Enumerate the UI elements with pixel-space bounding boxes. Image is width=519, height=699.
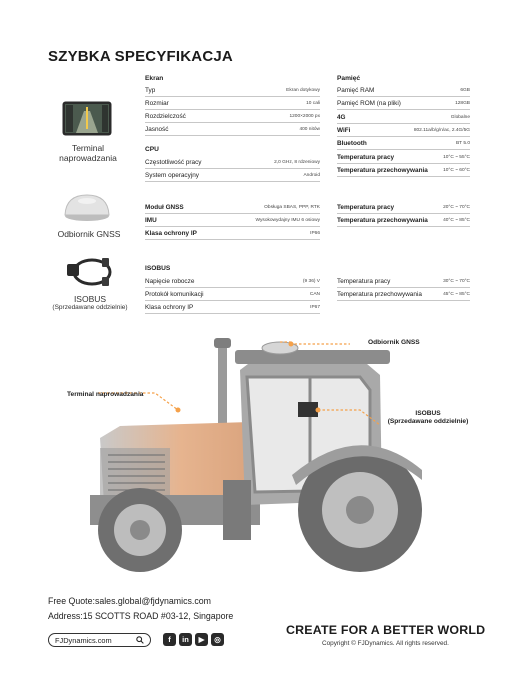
linkedin-icon[interactable]: in (179, 633, 192, 646)
table-row: Temperatura przechowywania 10°C ~ 60°C (337, 164, 470, 177)
section-cpu-heading: CPU (145, 146, 159, 153)
table-row: Napięcie robocze (9 36) V (145, 275, 320, 288)
table-row: System operacyjny Android (145, 169, 320, 182)
facebook-icon[interactable]: f (163, 633, 176, 646)
table-row: WiFi 802.11a/b/g/n/ac, 2.4G/5G (337, 124, 470, 137)
table-row: Klasa ochrony IP IP67 (145, 301, 320, 314)
tractor-illustration (60, 330, 480, 580)
table-row: Temperatura przechowywania 45°C ~ 85°C (337, 288, 470, 301)
table-terminal-env (337, 151, 470, 177)
isobus-label: ISOBUS (Sprzedawane oddzielnie) (52, 294, 128, 311)
table-row: Typ Ekran dotykowy (145, 84, 320, 97)
callout-gnss: Odbiornik GNSS (368, 339, 420, 346)
gnss-label: Odbiornik GNSS (57, 229, 121, 239)
section-isobus-heading: ISOBUS (145, 265, 171, 272)
search-icon (136, 636, 144, 644)
table-row: IMU Wysokowydajny IMU 6 osiowy (145, 214, 320, 227)
table-row: Moduł GNSS Obsługa SBAS, PPP, RTK (145, 201, 320, 214)
address: Address:15 SCOTTS ROAD #03-12, Singapore (48, 611, 234, 621)
page-title: SZYBKA SPECYFIKACJA (48, 48, 233, 65)
table-pamiec (337, 84, 470, 110)
table-row: Jasność 400 nitów (145, 123, 320, 136)
table-row: Rozmiar 10 cali (145, 97, 320, 110)
table-ekran (145, 84, 320, 136)
table-row: Temperatura pracy 20°C ~ 70°C (337, 201, 470, 214)
section-pamiec-heading: Pamięć (337, 75, 361, 82)
table-connectivity (337, 111, 470, 150)
table-row: Rozdzielczość 1200×2000 px (145, 110, 320, 123)
copyright: Copyright © FJDynamics. All rights reserved. (322, 640, 449, 647)
table-row: Pamięć RAM 6GB (337, 84, 470, 97)
table-cpu (145, 156, 320, 182)
slogan: CREATE FOR A BETTER WORLD (286, 623, 486, 637)
callout-terminal: Terminal naprowadzania (67, 391, 144, 398)
terminal-device-image (62, 101, 112, 136)
table-row: Temperatura pracy 30°C ~ 70°C (337, 275, 470, 288)
section-ekran-heading: Ekran (145, 75, 164, 82)
table-gnss (145, 201, 320, 240)
website-search-box[interactable] (48, 633, 151, 647)
callout-isobus: ISOBUS (Sprzedawane oddzielnie) (387, 410, 469, 425)
terminal-label: Terminal naprowadzania (59, 143, 117, 163)
isobus-cable-image (62, 255, 114, 289)
table-row: Protokół komunikacji CAN (145, 288, 320, 301)
instagram-icon[interactable]: ◎ (211, 633, 224, 646)
table-row: Częstotliwość pracy 2,0 GHz, 8 rdzeniowy (145, 156, 320, 169)
table-row: Pamięć ROM (na pliki) 128GB (337, 97, 470, 110)
table-row: Bluetooth BT 5.0 (337, 137, 470, 150)
website-link[interactable]: FJDynamics.com (55, 635, 112, 645)
gnss-receiver-image (62, 192, 112, 222)
table-isobus (145, 275, 320, 314)
table-row: Temperatura przechowywania 40°C ~ 85°C (337, 214, 470, 227)
table-gnss-env (337, 201, 470, 227)
youtube-icon[interactable]: ▶ (195, 633, 208, 646)
table-row: 4G Globalne (337, 111, 470, 124)
table-row: Temperatura pracy 10°C ~ 55°C (337, 151, 470, 164)
table-row: Klasa ochrony IP IP66 (145, 227, 320, 240)
table-isobus-env (337, 275, 470, 301)
quote-email[interactable]: Free Quote:sales.global@fjdynamics.com (48, 596, 211, 606)
